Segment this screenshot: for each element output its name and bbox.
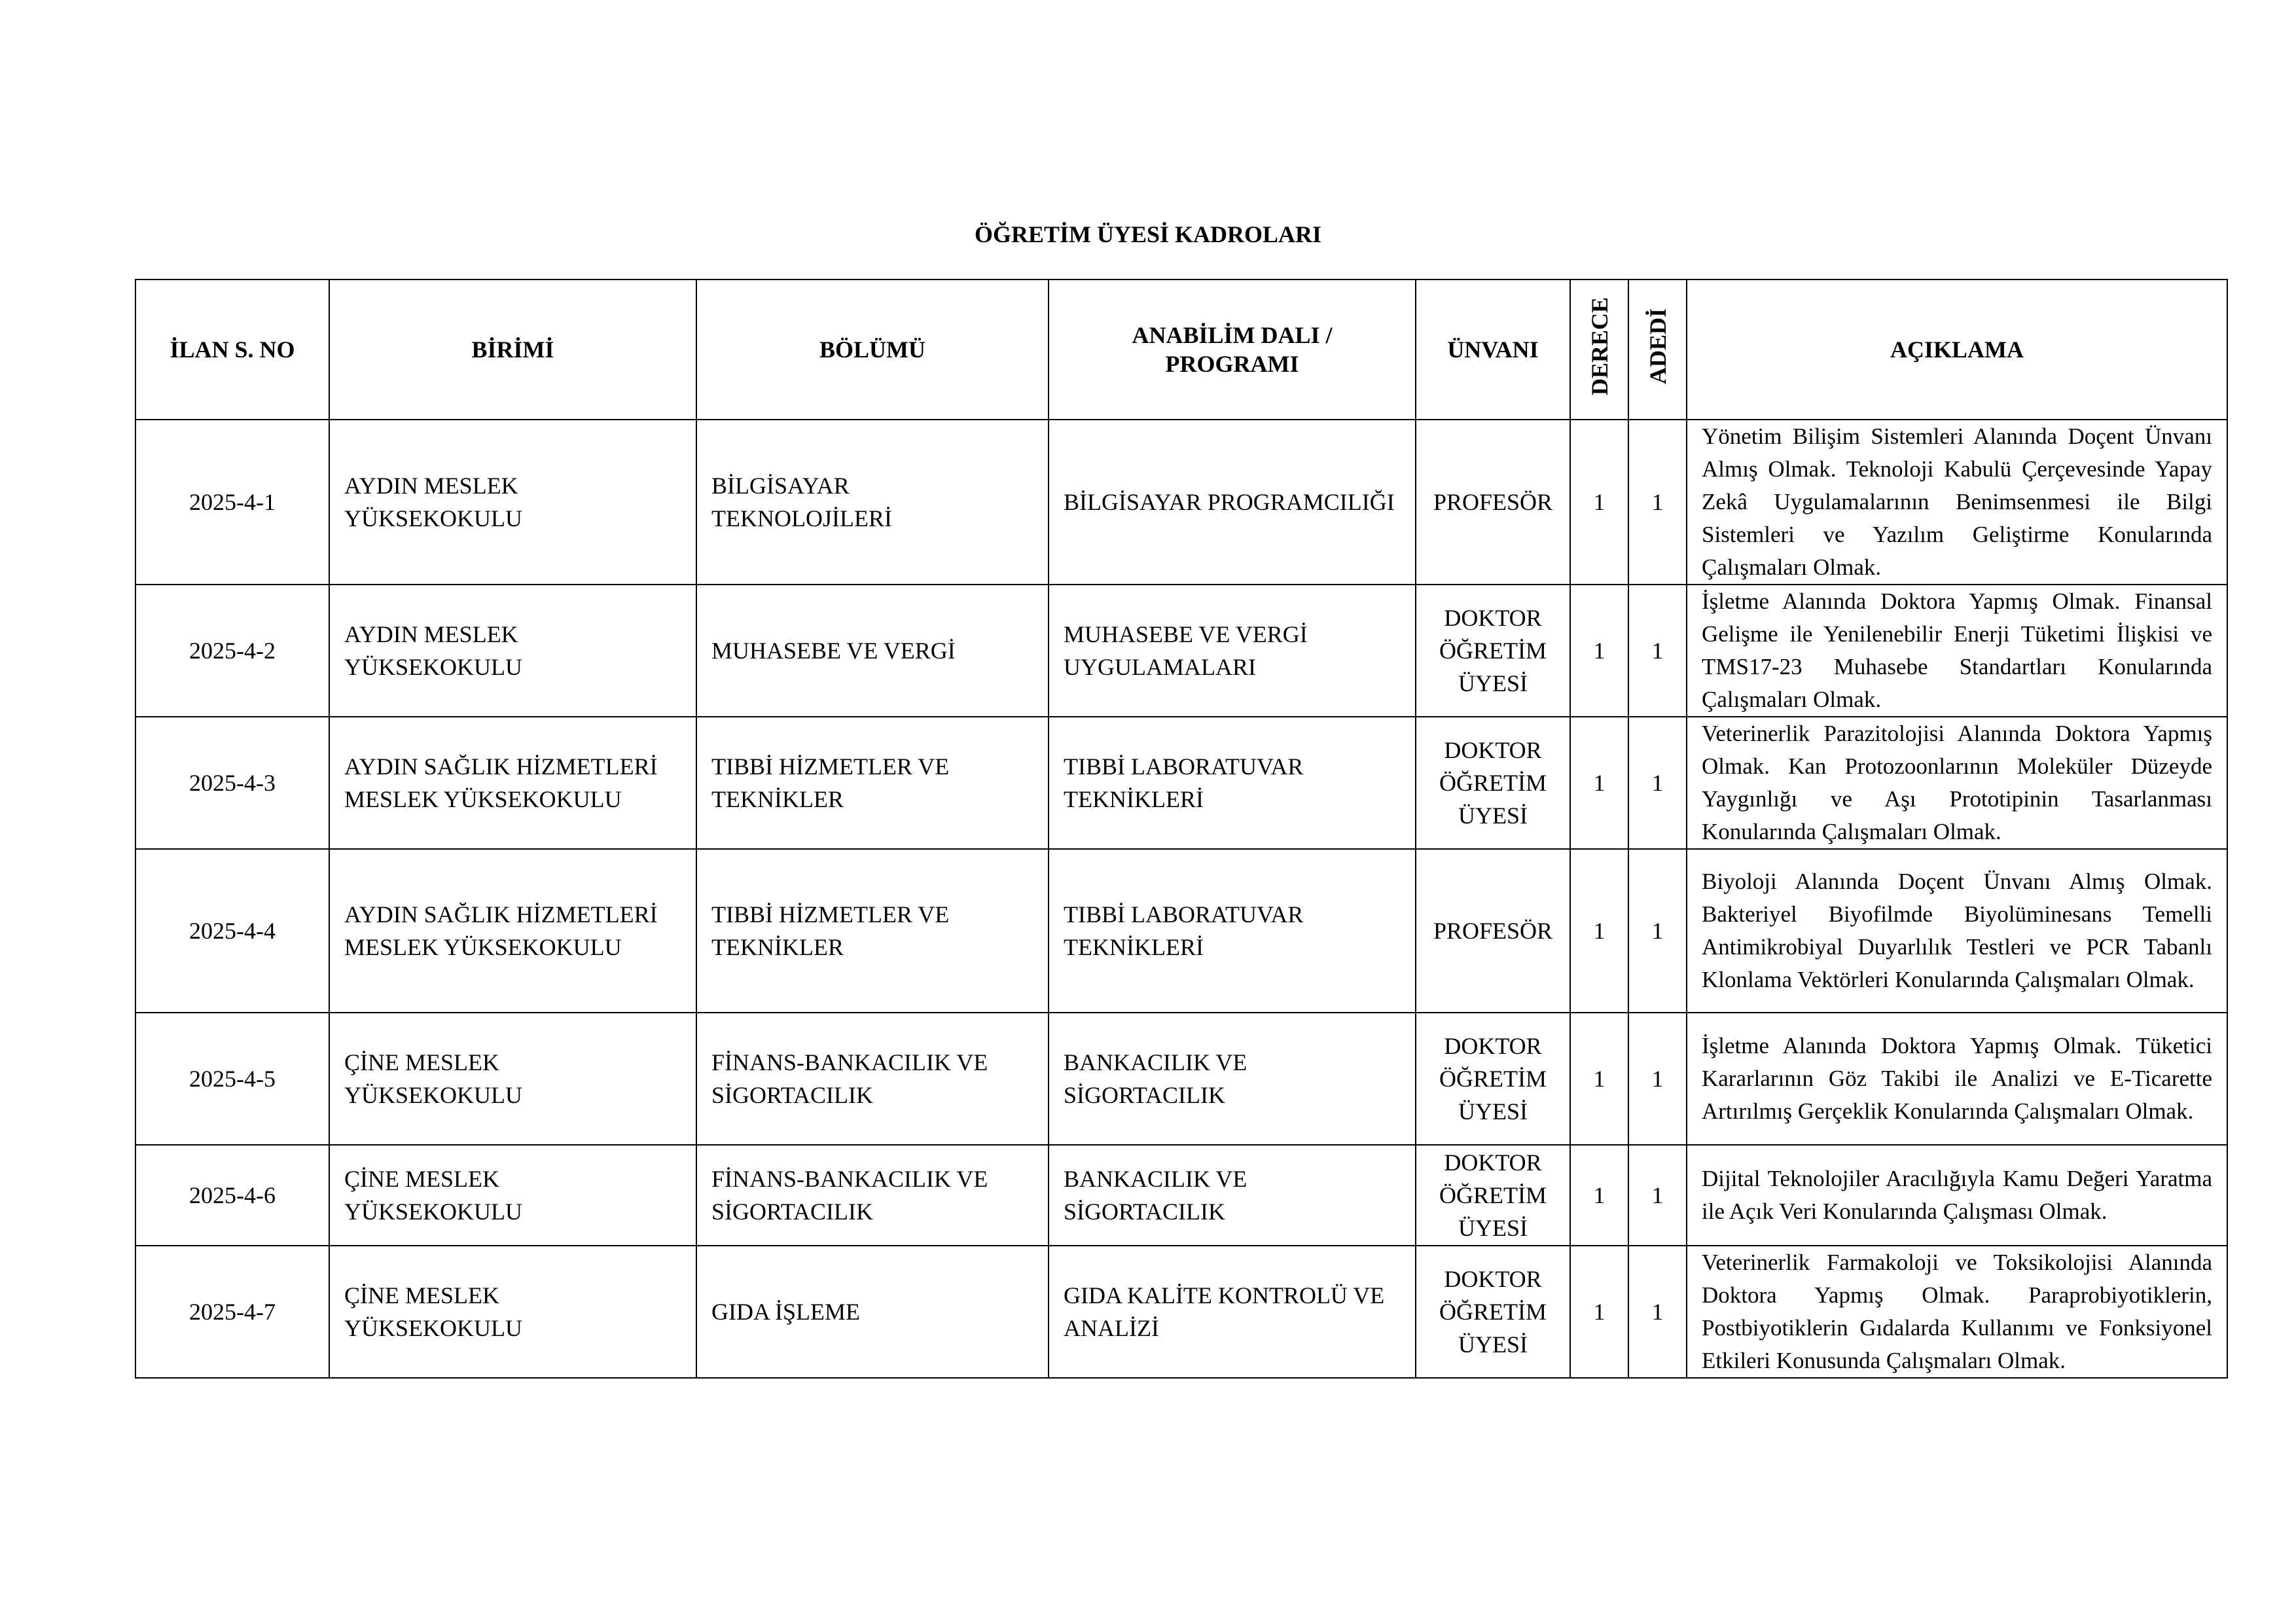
cell-bolumu: TIBBİ HİZMETLER VE TEKNİKLER xyxy=(696,849,1049,1013)
cell-adedi: 1 xyxy=(1628,1246,1687,1378)
cell-ilan-no: 2025-4-4 xyxy=(135,849,329,1013)
cell-ilan-no: 2025-4-2 xyxy=(135,585,329,717)
cell-ilan-no: 2025-4-1 xyxy=(135,420,329,585)
page-title: ÖĞRETİM ÜYESİ KADROLARI xyxy=(974,221,1322,247)
cell-unvani: DOKTOR ÖĞRETİM ÜYESİ xyxy=(1416,1145,1570,1246)
cell-derece: 1 xyxy=(1570,420,1628,585)
cell-anabilim: MUHASEBE VE VERGİ UYGULAMALARI xyxy=(1049,585,1416,717)
header-adedi xyxy=(1628,280,1687,420)
header-ilan-no: İLAN S. NO xyxy=(135,280,329,420)
table-row xyxy=(135,849,2227,1013)
cell-aciklama: Dijital Teknolojiler Aracılığıyla Kamu Değeri Yaratma ile Açık Veri Konularında Çalışması Olmak. xyxy=(1687,1145,2227,1246)
cell-derece: 1 xyxy=(1570,849,1628,1013)
cell-ilan-no: 2025-4-7 xyxy=(135,1246,329,1378)
cell-ilan-no: 2025-4-6 xyxy=(135,1145,329,1246)
cell-adedi: 1 xyxy=(1628,849,1687,1013)
cell-anabilim: GIDA KALİTE KONTROLÜ VE ANALİZİ xyxy=(1049,1246,1416,1378)
header-bolumu: BÖLÜMÜ xyxy=(696,280,1049,420)
cell-adedi: 1 xyxy=(1628,1013,1687,1145)
cell-aciklama: Veterinerlik Parazitolojisi Alanında Doktora Yapmış Olmak. Kan Protozoonlarının Moleküler Düzeyde Yaygınlığı ve Aşı Prototipinin Tasarlanması Konularında Çalışmaları Olmak. xyxy=(1687,717,2227,849)
cell-birimi: ÇİNE MESLEK YÜKSEKOKULU xyxy=(329,1246,696,1378)
cell-unvani: PROFESÖR xyxy=(1416,420,1570,585)
cell-aciklama: Yönetim Bilişim Sistemleri Alanında Doçent Ünvanı Almış Olmak. Teknoloji Kabulü Çerçevesinde Yapay Zekâ Uygulamalarının Benimsenmesi ile Bilgi Sistemleri ve Yazılım Geliştirme Konularında Çalışmaları Olmak. xyxy=(1687,420,2227,585)
cell-derece: 1 xyxy=(1570,1145,1628,1246)
cell-derece: 1 xyxy=(1570,717,1628,849)
cell-anabilim: TIBBİ LABORATUVAR TEKNİKLERİ xyxy=(1049,849,1416,1013)
cell-birimi: ÇİNE MESLEK YÜKSEKOKULU xyxy=(329,1013,696,1145)
cell-bolumu: TIBBİ HİZMETLER VE TEKNİKLER xyxy=(696,717,1049,849)
cell-birimi: ÇİNE MESLEK YÜKSEKOKULU xyxy=(329,1145,696,1246)
cell-aciklama: Veterinerlik Farmakoloji ve Toksikolojisi Alanında Doktora Yapmış Olmak. Paraprobiyotiklerin, Postbiyotiklerin Gıdalarda Kullanımı ve Fonksiyonel Etkileri Konusunda Çalışmaları Olmak. xyxy=(1687,1246,2227,1378)
cell-unvani: DOKTOR ÖĞRETİM ÜYESİ xyxy=(1416,1246,1570,1378)
table-header-row xyxy=(135,280,2227,420)
cell-derece: 1 xyxy=(1570,585,1628,717)
cell-bolumu: GIDA İŞLEME xyxy=(696,1246,1049,1378)
table-row xyxy=(135,1246,2227,1378)
cell-birimi: AYDIN MESLEK YÜKSEKOKULU xyxy=(329,420,696,585)
table-row xyxy=(135,420,2227,585)
cell-unvani: DOKTOR ÖĞRETİM ÜYESİ xyxy=(1416,1013,1570,1145)
header-derece-label: DERECE xyxy=(1587,297,1613,396)
cell-unvani: DOKTOR ÖĞRETİM ÜYESİ xyxy=(1416,717,1570,849)
cell-ilan-no: 2025-4-3 xyxy=(135,717,329,849)
header-unvani: ÜNVANI xyxy=(1416,280,1570,420)
header-adedi-label: ADEDİ xyxy=(1645,308,1671,384)
cell-bolumu: FİNANS-BANKACILIK VE SİGORTACILIK xyxy=(696,1013,1049,1145)
table-row xyxy=(135,585,2227,717)
cell-unvani: PROFESÖR xyxy=(1416,849,1570,1013)
cell-anabilim: BANKACILIK VE SİGORTACILIK xyxy=(1049,1145,1416,1246)
header-birimi: BİRİMİ xyxy=(329,280,696,420)
header-anabilim: ANABİLİM DALI / PROGRAMI xyxy=(1049,280,1416,420)
faculty-positions-table xyxy=(135,279,2228,1379)
cell-anabilim: TIBBİ LABORATUVAR TEKNİKLERİ xyxy=(1049,717,1416,849)
cell-derece: 1 xyxy=(1570,1013,1628,1145)
cell-unvani: DOKTOR ÖĞRETİM ÜYESİ xyxy=(1416,585,1570,717)
header-derece xyxy=(1570,280,1628,420)
cell-aciklama: İşletme Alanında Doktora Yapmış Olmak. Finansal Gelişme ile Yenilenebilir Enerji Tüketimi İlişkisi ve TMS17-23 Muhasebe Standartları Konularında Çalışmaları Olmak. xyxy=(1687,585,2227,717)
cell-aciklama: İşletme Alanında Doktora Yapmış Olmak. Tüketici Kararlarının Göz Takibi ile Analizi ve E-Ticarette Artırılmış Gerçeklik Konularında Çalışmaları Olmak. xyxy=(1687,1013,2227,1145)
cell-anabilim: BANKACILIK VE SİGORTACILIK xyxy=(1049,1013,1416,1145)
table-row xyxy=(135,1145,2227,1246)
cell-anabilim: BİLGİSAYAR PROGRAMCILIĞI xyxy=(1049,420,1416,585)
cell-aciklama: Biyoloji Alanında Doçent Ünvanı Almış Olmak. Bakteriyel Biyofilmde Biyolüminesans Temelli Antimikrobiyal Duyarlılık Testleri ve PCR Tabanlı Klonlama Vektörleri Konularında Çalışmaları Olmak. xyxy=(1687,849,2227,1013)
cell-bolumu: BİLGİSAYAR TEKNOLOJİLERİ xyxy=(696,420,1049,585)
cell-birimi: AYDIN SAĞLIK HİZMETLERİ MESLEK YÜKSEKOKULU xyxy=(329,849,696,1013)
cell-birimi: AYDIN SAĞLIK HİZMETLERİ MESLEK YÜKSEKOKULU xyxy=(329,717,696,849)
table-row xyxy=(135,1013,2227,1145)
cell-birimi: AYDIN MESLEK YÜKSEKOKULU xyxy=(329,585,696,717)
cell-adedi: 1 xyxy=(1628,717,1687,849)
cell-adedi: 1 xyxy=(1628,420,1687,585)
cell-adedi: 1 xyxy=(1628,585,1687,717)
table-row xyxy=(135,717,2227,849)
cell-ilan-no: 2025-4-5 xyxy=(135,1013,329,1145)
cell-bolumu: FİNANS-BANKACILIK VE SİGORTACILIK xyxy=(696,1145,1049,1246)
cell-adedi: 1 xyxy=(1628,1145,1687,1246)
cell-bolumu: MUHASEBE VE VERGİ xyxy=(696,585,1049,717)
header-aciklama: AÇIKLAMA xyxy=(1687,280,2227,420)
cell-derece: 1 xyxy=(1570,1246,1628,1378)
